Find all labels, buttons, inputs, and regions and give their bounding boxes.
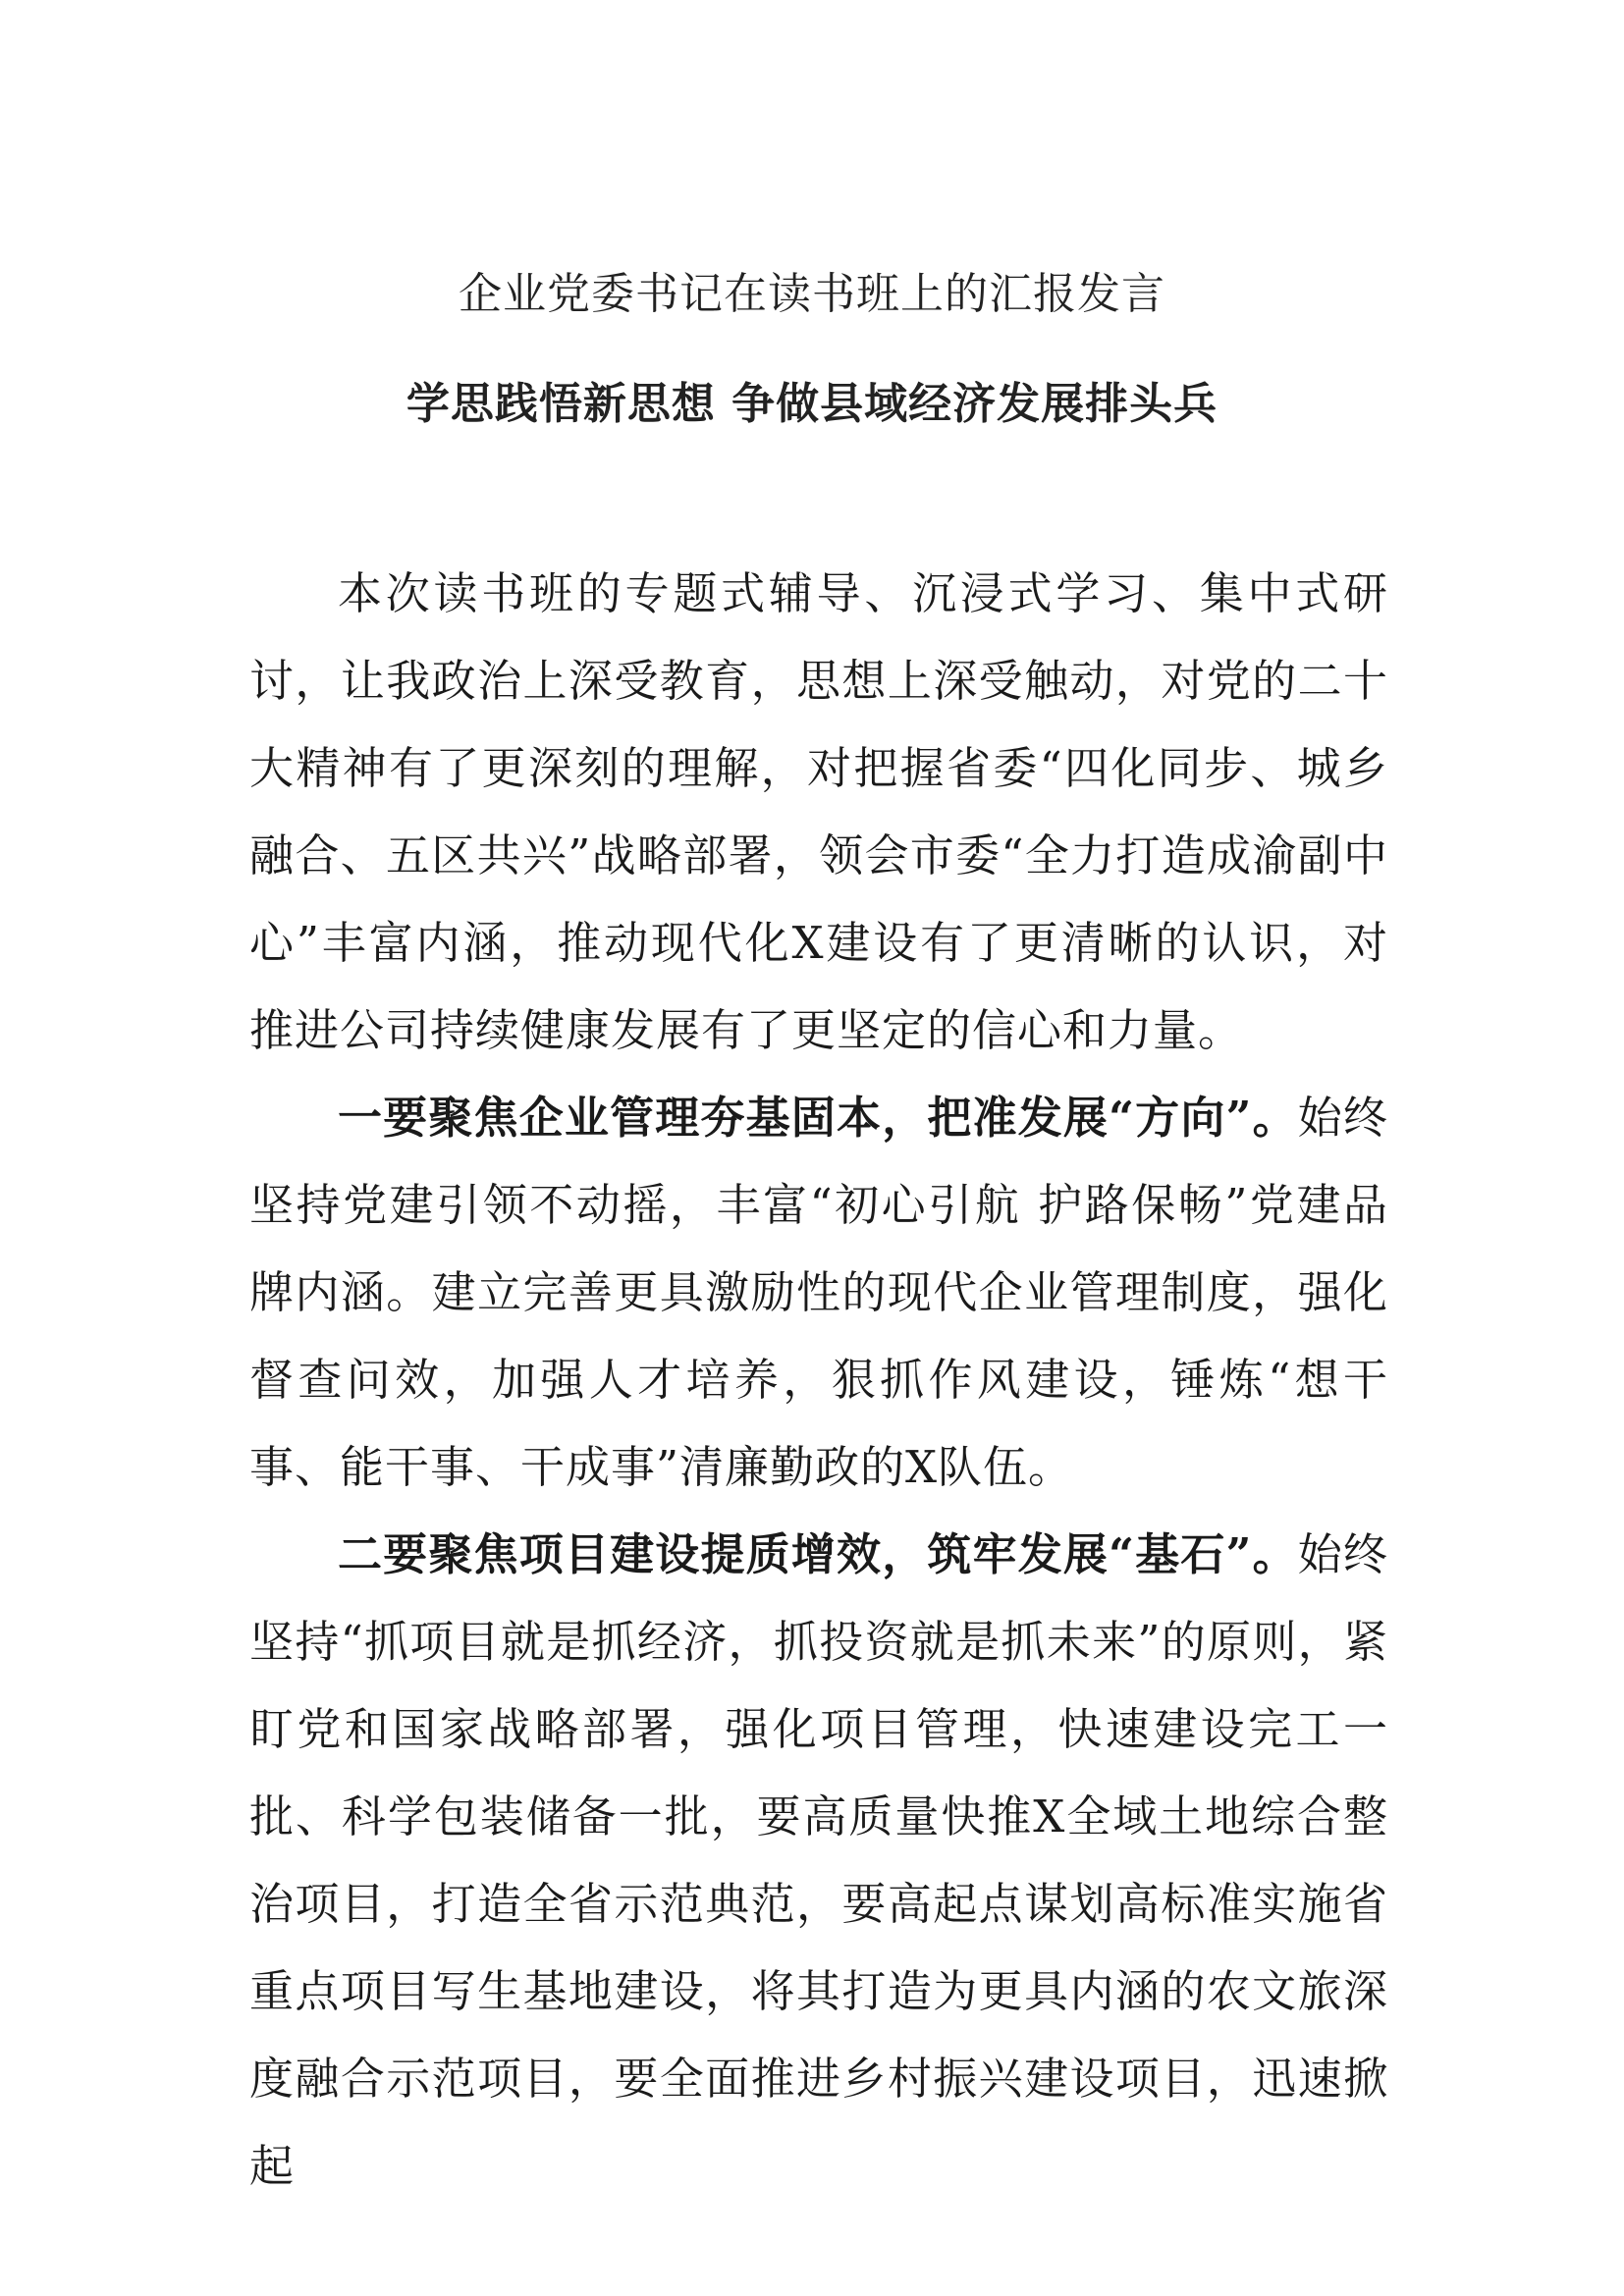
- paragraph-point-two-heading: 二要聚焦项目建设提质增效，筑牢发展“基石”。: [338, 1528, 1298, 1580]
- document-subtitle: 学思践悟新思想 争做县域经济发展排头兵: [406, 379, 1218, 429]
- paragraph-point-one-text: 始终坚持党建引领不动摇，丰富“初心引航 护路保畅”党建品牌内涵。建立完善更具激励性的现代企业管理制度，强化督查问效，加强人才培养，狠抓作风建设，锤炼“想干事、能干事、干成事”清廉勤政的X队伍。: [249, 1092, 1388, 1493]
- paragraph-intro: [249, 550, 1388, 1074]
- document-title: 企业党委书记在读书班上的汇报发言: [459, 269, 1165, 319]
- paragraph-point-two: [249, 1511, 1388, 2210]
- paragraph-intro-text: 本次读书班的专题式辅导、沉浸式学习、集中式研讨，让我政治上深受教育，思想上深受触动，对党的二十大精神有了更深刻的理解，对把握省委“四化同步、城乡融合、五区共兴”战略部署，领会市委“全力打造成渝副中心”丰富内涵，推动现代化X建设有了更清晰的认识，对推进公司持续健康发展有了更坚定的信心和力量。: [249, 567, 1388, 1056]
- paragraph-point-one: [249, 1074, 1388, 1511]
- paragraph-point-two-text: 始终坚持“抓项目就是抓经济，抓投资就是抓未来”的原则，紧盯党和国家战略部署，强化项目管理，快速建设完工一批、科学包装储备一批，要高质量快推X全域土地综合整治项目，打造全省示范典范，要高起点谋划高标准实施省重点项目写生基地建设，将其打造为更具内涵的农文旅深度融合示范项目，要全面推进乡村振兴建设项目，迅速掀起: [249, 1528, 1388, 2192]
- paragraph-point-one-heading: 一要聚焦企业管理夯基固本，把准发展“方向”。: [338, 1092, 1298, 1144]
- document-body: [249, 550, 1388, 2210]
